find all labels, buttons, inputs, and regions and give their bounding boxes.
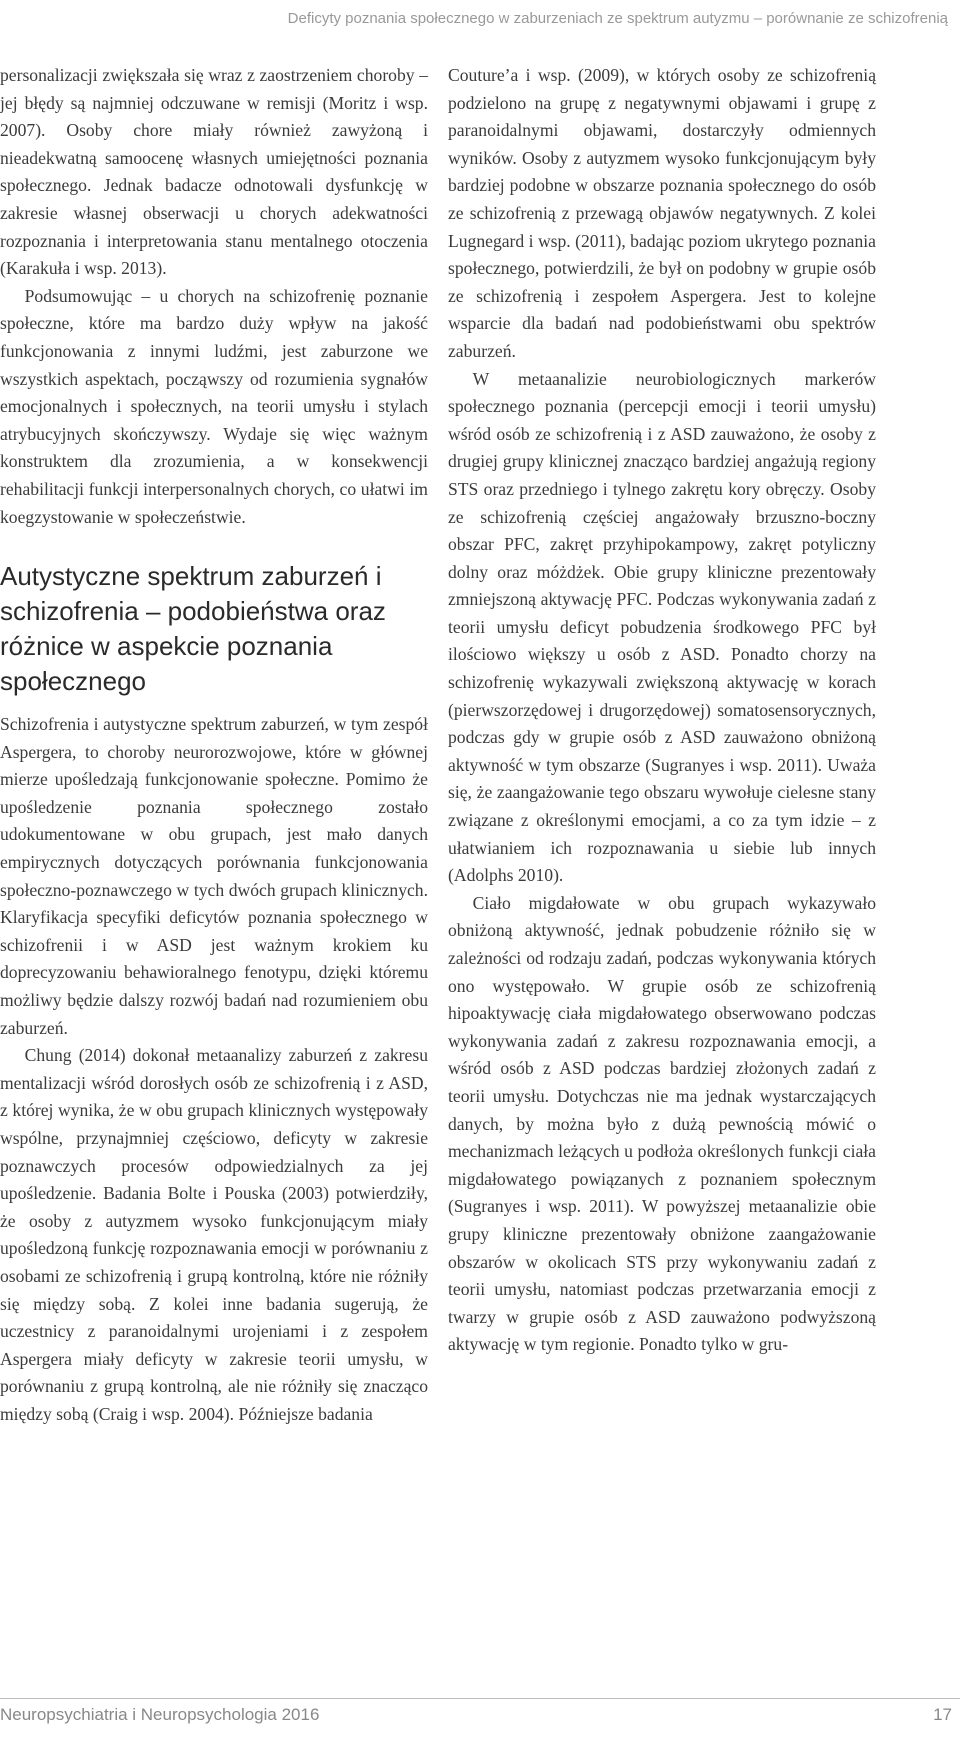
section-heading: Autystyczne spektrum zaburzeń i schizofrenia – podobieństwa oraz różnice w aspekcie poznania społecznego [0, 561, 386, 697]
left-paragraph-1: personalizacji zwiększała się wraz z zaostrzeniem choroby – jej błędy są najmniej odczuwane w remisji (Moritz i wsp. 2007). Osoby chore miały również zawyżoną i nieadekwatną samoocenę własnych umiejętności poznania społecznego. Jednak badacze odnotowali dysfunkcję w zakresie własnej obserwacji u chorych adekwatności rozpoznania i interpretowania stanu mentalnego otoczenia (Karakuła i wsp. 2013). [0, 65, 428, 279]
right-paragraph-3: Ciało migdałowate w obu grupach wykazywało obniżoną aktywność, jednak pobudzenie różniło się w zależności od rodzaju zadań, podczas wykonywania których ono występowało. W grupie osób ze schizofrenią hipoaktywację ciała migdałowatego obserwowano podczas wykonywania zadań z zakresu rozpoznawania emocji, a wśród osób z ASD podczas bardziej złożonych zadań z teorii umysłu. Dotychczas nie ma jednak wystarczających danych, by można było z dużą pewnością mówić o mechanizmach leżących u podłoża określonych funkcji ciała migdałowatego powiązanych z poznaniem społecznym (Sugranyes i wsp. 2011). W powyższej metaanalizie obie grupy kliniczne prezentowały obniżone zaangażowanie obszarów w okolicach STS przy wykonywaniu zadań z teorii umysłu, natomiast podczas przetwarzania emocji z twarzy w grupie osób z ASD zauważono podwyższoną aktywację w tym regionie. Ponadto tylko w gru- [448, 892, 876, 1355]
footer-divider [0, 1698, 960, 1699]
right-paragraph-1: Couture’a i wsp. (2009), w których osoby ze schizofrenią podzielono na grupę z negatywnymi objawami i grupę z paranoidalnymi objawami, dostarczyły odmiennych wyników. Osoby z autyzmem wysoko funkcjonującym były bardziej podobne w obszarze poznania społecznego do osób ze schizofrenią z przewagą objawów negatywnych. Z kolei Lugnegard i wsp. (2011), badając poziom ukrytego poznania społecznego, potwierdzili, że był on podobny w grupie osób ze schizofrenią i zespołem Aspergera. Jest to kolejne wsparcie dla badań nad podobieństwami obu spektrów zaburzeń. [448, 65, 876, 361]
left-column [0, 62, 428, 1429]
right-column [448, 62, 876, 1359]
right-paragraph-2: W metaanalizie neurobiologicznych markerów społecznego poznania (percepcji emocji i teorii umysłu) wśród osób ze schizofrenią i z ASD zauważono, że osoby z drugiej grupy klinicznej znacząco bardziej angażują regiony STS oraz przedniego i tylnego zakrętu kory obręczy. Osoby ze schizofrenią częściej angażowały brzuszno-boczny obszar PFC, zakręt przyhipokampowy, zakręt potyliczny dolny oraz móżdżek. Obie grupy kliniczne prezentowały zmniejszoną aktywację PFC. Podczas wykonywania zadań z teorii umysłu deficyt pobudzenia środkowego PFC był ilościowo większy u osób z ASD. Ponadto chorzy na schizofrenię wykazywali zwiększoną aktywację w korach (pierwszorzędowej i drugorzędowej) somatosensorycznych, podczas gdy w grupie osób z ASD zauważono obniżoną aktywność w tym obszarze (Sugranyes i wsp. 2011). Uważa się, że zaangażowanie tego obszaru wywołuje cielesne stany związane z określonymi emocjami, a co za tym idzie – z ułatwianiem ich rozpoznawania u siebie lub innych (Adolphs 2010). [448, 368, 876, 886]
left-paragraph-4: Chung (2014) dokonał metaanalizy zaburzeń z zakresu mentalizacji wśród dorosłych osób ze schizofrenią i z ASD, z której wynika, że w obu grupach klinicznych występowały wspólne, przynajmniej częściowo, deficyty w zakresie poznawczych procesów odpowiedzialnych za jej upośledzenie. Badania Bolte i Pouska (2003) potwierdziły, że osoby z autyzmem wysoko funkcjonującym miały upośledzoną funkcję rozpoznawania emocji w porównaniu z osobami ze schizofrenią i grupą kontrolną, które nie różniły się między sobą. Z kolei inne badania sugerują, że uczestnicy z paranoidalnymi urojeniami i z zespołem Aspergera miały deficyty w zakresie teorii umysłu, w porównaniu z grupą kontrolną, ale nie różniły się znacząco między sobą (Craig i wsp. 2004). Późniejsze badania [0, 1045, 428, 1424]
page-number: 17 [933, 1705, 952, 1724]
journal-name: Neuropsychiatria i Neuropsychologia 2016 [0, 1705, 320, 1724]
left-paragraph-2: Podsumowując – u chorych na schizofrenię poznanie społeczne, które ma bardzo duży wpływ na jakość funkcjonowania z innymi ludźmi, jest zaburzone we wszystkich aspektach, począwszy od rozumienia sygnałów emocjonalnych i społecznych, na teorii umysłu i stylach atrybucyjnych skończywszy. Wydaje się więc ważnym konstruktem dla zrozumienia, a w konsekwencji rehabilitacji funkcji interpersonalnych chorych, co ułatwi im koegzystowanie w społeczeństwie. [0, 285, 428, 527]
left-paragraph-3: Schizofrenia i autystyczne spektrum zaburzeń, w tym zespół Aspergera, to choroby neurorozwojowe, które w głównej mierze upośledzają funkcjonowanie społeczne. Pomimo że upośledzenie poznania społecznego zostało udokumentowane w obu grupach, jest mało danych empirycznych dotyczących porównania funkcjonowania społeczno-poznawczego w tych dwóch grupach klinicznych. Klaryfikacja specyfiki deficytów poznania społecznego w schizofrenii i w ASD jest ważnym krokiem ku doprecyzowaniu behawioralnego fenotypu, dzięki któremu możliwy będzie dalszy rozwój badań nad rozumieniem obu zaburzeń. [0, 714, 428, 1038]
running-header: Deficyty poznania społecznego w zaburzeniach ze spektrum autyzmu – porównanie ze schizofrenią [287, 10, 948, 27]
